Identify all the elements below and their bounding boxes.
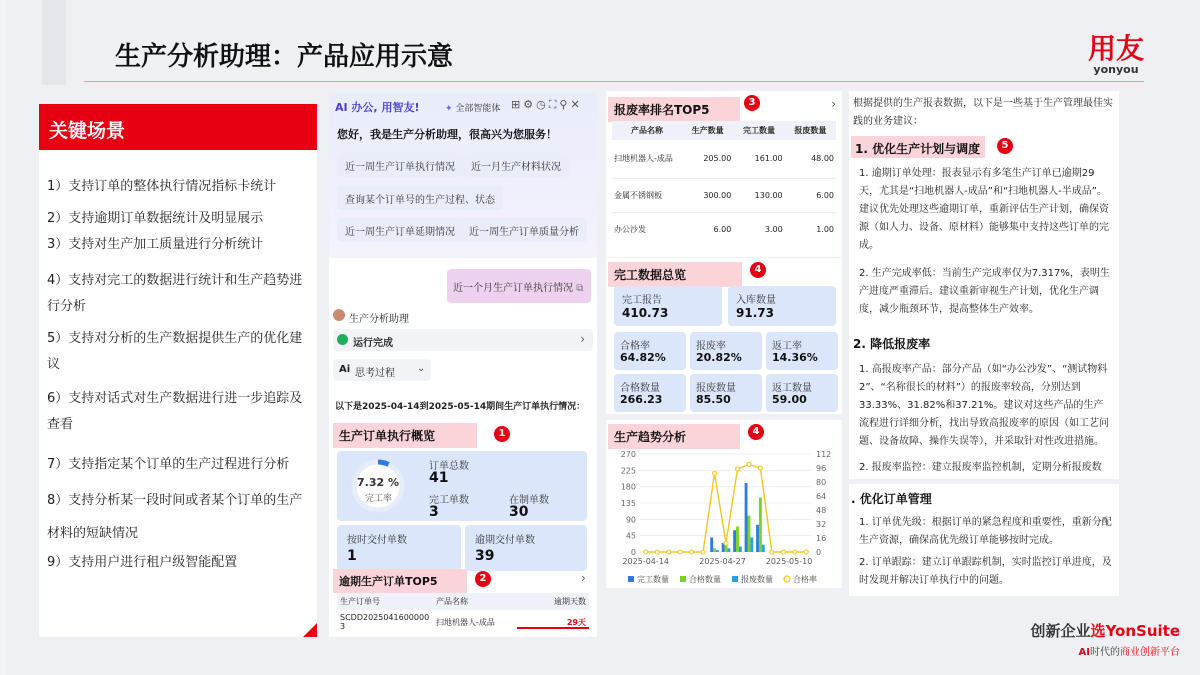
advice-heading: 1. 优化生产计划与调度 <box>855 142 981 156</box>
run-status-bar[interactable] <box>333 329 593 351</box>
table-cell: 3.00 <box>764 224 783 234</box>
bar-2 <box>727 548 730 552</box>
ai-icon: Ai <box>339 364 351 375</box>
pin-icon[interactable]: ⚲ <box>559 98 571 111</box>
scenario-item: 3）支持对生产加工质量进行分析统计 <box>47 237 264 252</box>
bar-2 <box>716 550 719 552</box>
advice-paragraph: 2. 生产完成率低：当前生产完成率仅为7.317%，表明生产进度严重滞后。建议重新审视生产计划，优化生产调度，减少瓶颈环节，提高整体生产效率。 <box>859 268 1110 315</box>
bar-1 <box>736 527 739 552</box>
kpi-value: 64.82% <box>620 351 666 364</box>
chevron-right-icon[interactable]: › <box>831 97 836 111</box>
sparkle-icon: ✦ <box>445 104 453 114</box>
advice-paragraph: 2. 报废率监控：建立报废率监控机制，定期分析报废数 <box>859 462 1102 473</box>
line-point <box>690 550 694 554</box>
bar-2 <box>750 537 753 552</box>
table-cell: 300.00 <box>703 190 732 200</box>
column-header: 逾期天数 <box>554 597 586 606</box>
assistant-name: 生产分析助理 <box>349 314 409 325</box>
chevron-right-icon: › <box>580 332 585 346</box>
kpi-card <box>690 332 762 370</box>
expand-icon[interactable]: ⛶ <box>548 98 560 111</box>
x-tick-label: 2025-04-14 <box>622 557 669 566</box>
ontime-value: 1 <box>347 548 357 564</box>
legend-label: 报废数量 <box>741 575 773 584</box>
footer-brand <box>1031 620 1180 658</box>
badge-2: 2 <box>475 571 491 587</box>
table-cell: 扫地机器人-成品 <box>436 617 495 627</box>
y-left-tick-label: 270 <box>620 450 636 459</box>
overview-title: 生产订单执行概览 <box>333 423 477 448</box>
late-card <box>465 525 587 571</box>
y-right-tick-label: 16 <box>816 534 827 543</box>
yonyou-logo <box>1088 34 1144 76</box>
background-stripe <box>0 0 6 675</box>
badge-1: 1 <box>494 426 510 442</box>
column-header: 完工数量 <box>742 126 775 135</box>
logo-sub: yonyou <box>1093 63 1139 76</box>
wip-orders-value: 30 <box>509 504 529 520</box>
kpi-label: 报废数量 <box>696 383 736 394</box>
overdue-bar <box>517 627 589 629</box>
table-cell: 48.00 <box>811 154 834 164</box>
assistant-avatar <box>333 309 345 321</box>
suggestion-chip[interactable]: 近一周生产订单执行情况 <box>337 153 463 177</box>
advice-intro: 根据提供的生产报表数据，以下是一些基于生产管理最佳实践的业务建议： <box>853 98 1113 127</box>
table-cell: 金属不锈钢板 <box>614 190 662 200</box>
advice-paragraph: 1. 高报废率产品：部分产品（如“办公沙发”、“测试物料2”、“名称很长的材料”）的报废率较高，分别达到33.33%、31.82%和37.21%。建议对这些产品的生产流程进行详细分析，找出导致高报废率的原因（如工艺问题、设备故障、操作失误等），并采取针对性改进措施。 <box>859 364 1109 447</box>
table-cell: 1.00 <box>816 224 834 234</box>
x-tick-label: 2025-04-27 <box>699 557 746 566</box>
kpi-card <box>614 286 722 326</box>
line-point <box>770 550 774 554</box>
suggestion-chip[interactable]: 近一月生产材料状况 <box>463 153 569 177</box>
bar-0 <box>756 525 759 552</box>
bar-2 <box>762 545 765 552</box>
line-point <box>793 550 797 554</box>
badge-3: 3 <box>744 95 760 111</box>
legend-swatch <box>732 576 738 582</box>
summary-line: 以下是2025-04-14到2025-05-14期间生产订单执行情况： <box>335 402 586 412</box>
scrap-rank-card <box>606 91 842 257</box>
table-cell: SCDD20250416000003 <box>340 613 430 631</box>
kpi-value: 91.73 <box>736 306 774 320</box>
line-series <box>646 465 807 553</box>
scenario-item: 2）支持逾期订单数据统计及明显展示 <box>47 211 264 226</box>
legend-swatch <box>784 576 790 582</box>
kpi-label: 合格数量 <box>620 383 660 394</box>
bar-1 <box>725 545 728 552</box>
corner-triangle <box>303 623 317 637</box>
kpi-label: 入库数量 <box>736 295 776 306</box>
table-cell: 6.00 <box>816 190 834 200</box>
total-orders-value: 41 <box>429 470 449 486</box>
y-right-tick-label: 32 <box>816 520 827 529</box>
advice-panel-continued <box>849 484 1119 596</box>
y-right-tick-label: 112 <box>816 450 832 459</box>
column-header: 产品名称 <box>436 597 468 606</box>
line-point <box>804 550 808 554</box>
agent-menu[interactable] <box>445 101 500 114</box>
scenario-item: 5）支持对分析的生产数据提供生产的优化建议 <box>47 331 303 372</box>
column-header: 生产数量 <box>691 126 724 135</box>
y-right-tick-label: 80 <box>816 478 827 487</box>
badge-4: 4 <box>750 262 766 278</box>
wip-orders-label: 在制单数 <box>509 495 549 506</box>
brand-sub-c: 商业创新平台 <box>1120 647 1180 658</box>
run-status-text: 运行完成 <box>353 338 393 349</box>
y-left-tick-label: 180 <box>620 482 636 492</box>
line-point <box>781 550 785 554</box>
scenario-item: 7）支持指定某个订单的生产过程进行分析 <box>47 457 290 472</box>
done-orders-value: 3 <box>429 504 439 520</box>
line-point <box>655 550 659 554</box>
table-cell: 6.00 <box>713 224 732 234</box>
user-message-text: 近一个月生产订单执行情况 <box>453 283 573 294</box>
bar-0 <box>745 483 748 552</box>
legend-label: 完工数量 <box>637 575 669 584</box>
kpi-value: 266.23 <box>620 393 663 406</box>
line-point <box>667 550 671 554</box>
title-underline <box>84 81 1144 82</box>
brand-subline <box>1031 643 1180 658</box>
advice-paragraph: 1. 逾期订单处理：报表显示有多笔生产订单已逾期29天，尤其是“扫地机器人-成品”和“扫地机器人-半成品”。建议优先处理这些逾期订单，重新评估生产计划，确保资源（如人力、设备、原材料）能够集中支持这些订单的完成。 <box>859 168 1109 251</box>
brand-slogan-c: YonSuite <box>1105 622 1180 640</box>
scenario-item: 1）支持订单的整体执行情况指标卡统计 <box>47 179 277 194</box>
kpi-card <box>614 374 686 412</box>
legend-swatch <box>680 576 686 582</box>
advice-heading: . 优化订单管理 <box>851 492 932 506</box>
kpi-value: 59.00 <box>772 393 807 406</box>
kpi-value: 20.82% <box>696 351 742 364</box>
bar-1 <box>759 498 762 552</box>
legend-label: 合格率 <box>793 575 817 584</box>
advice-heading: 2. 降低报废率 <box>853 337 931 351</box>
y-left-tick-label: 135 <box>620 499 636 508</box>
line-point <box>735 467 739 471</box>
chevron-right-icon[interactable]: › <box>581 571 586 585</box>
done-orders-label: 完工单数 <box>429 495 469 506</box>
completion-rate-label: 完工率 <box>365 494 393 504</box>
bar-2 <box>739 547 742 552</box>
bar-0 <box>733 530 736 552</box>
production-trend-card <box>606 420 842 588</box>
kpi-label: 返工率 <box>772 341 802 352</box>
brand-sub-b: 时代的 <box>1090 647 1120 658</box>
bar-1 <box>748 516 751 552</box>
kpi-card <box>690 374 762 412</box>
badge-4: 4 <box>748 424 764 440</box>
table-cell: 办公沙发 <box>614 224 646 234</box>
table-cell: 205.00 <box>703 154 732 164</box>
y-right-tick-label: 48 <box>816 506 827 515</box>
y-left-tick-label: 45 <box>625 531 636 541</box>
table-row <box>337 610 589 634</box>
scrap-rank-title: 报废率排名TOP5 <box>608 97 740 122</box>
production-trend-title: 生产趋势分析 <box>608 424 740 449</box>
key-scenarios-heading: 关键场景 <box>39 104 317 150</box>
y-right-tick-label: 64 <box>816 492 827 501</box>
logo-main: 用友 <box>1087 32 1144 65</box>
kpi-label: 合格率 <box>620 341 650 352</box>
line-point <box>724 541 728 545</box>
advice-paragraph: 1. 订单优先级：根据订单的紧急程度和重要性，重新分配生产资源，确保高优先级订单能够按时完成。 <box>859 517 1112 546</box>
overdue-title: 逾期生产订单TOP5 <box>333 569 467 593</box>
line-point <box>713 471 717 475</box>
line-point <box>644 550 648 554</box>
y-left-tick-label: 225 <box>620 466 636 476</box>
scenario-item: 6）支持对话式对生产数据进行进一步追踪及查看 <box>47 391 303 432</box>
y-left-tick-label: 0 <box>630 548 636 557</box>
line-point <box>701 550 705 554</box>
kpi-value: 85.50 <box>696 393 731 406</box>
line-point <box>678 550 682 554</box>
ontime-label: 按时交付单数 <box>347 535 407 546</box>
line-point <box>758 466 762 470</box>
kpi-card <box>614 332 686 370</box>
advice-paragraph: 2. 订单跟踪：建立订单跟踪机制，实时监控订单进度，及时发现并解决订单执行中的问题。 <box>859 557 1112 586</box>
completion-overview-card <box>606 258 842 414</box>
chat-panel <box>329 93 597 637</box>
settings-icon[interactable]: ⚙ <box>523 98 537 111</box>
greeting: 您好，我是生产分析助理，很高兴为您服务！ <box>337 128 557 141</box>
kpi-value: 14.36% <box>772 351 818 364</box>
table-cell: 130.00 <box>754 190 783 200</box>
kpi-card <box>766 332 838 370</box>
legend-label: 合格数量 <box>689 575 721 584</box>
completion-rate: 7.32 % <box>357 476 399 489</box>
user-message <box>447 269 591 303</box>
completion-overview-title: 完工数据总览 <box>608 262 742 287</box>
app-title: AI 办公, 用智友! <box>335 101 420 114</box>
y-left-tick-label: 90 <box>625 515 636 525</box>
trend-chart <box>606 448 842 588</box>
kpi-value: 410.73 <box>622 306 669 320</box>
brand-slogan-b: 选 <box>1090 622 1106 640</box>
table-header-row <box>337 593 589 610</box>
thinking-toggle[interactable] <box>333 359 431 381</box>
table-cell: 扫地机器人-成品 <box>614 154 673 164</box>
overview-card <box>337 451 587 521</box>
bar-0 <box>710 537 713 552</box>
scenario-item: 8）支持分析某一段时间或者某个订单的生产材料的短缺情况 <box>47 493 303 541</box>
badge-5: 5 <box>997 138 1013 154</box>
table-header-row <box>612 121 836 140</box>
check-icon <box>337 334 348 345</box>
total-orders-label: 订单总数 <box>429 461 469 472</box>
advice-panel <box>849 91 1119 479</box>
brand-slogan <box>1031 620 1180 641</box>
scenario-item: 9）支持用户进行租户级智能配置 <box>47 555 238 570</box>
completion-ring-progress <box>378 462 389 465</box>
new-chat-icon[interactable]: ⊞ <box>511 98 524 111</box>
legend-swatch <box>628 576 634 582</box>
suggestion-chip[interactable]: 近一周生产订单质量分析 <box>461 218 587 242</box>
key-scenarios-panel <box>39 104 317 637</box>
table-cell: 161.00 <box>754 154 783 164</box>
suggestion-chip[interactable]: 近一周生产订单延期情况 <box>337 218 463 242</box>
history-icon[interactable]: ◷ <box>536 98 549 111</box>
line-point <box>747 463 751 467</box>
thinking-label: 思考过程 <box>355 368 395 379</box>
bar-1 <box>713 548 716 552</box>
kpi-card <box>766 374 838 412</box>
ontime-card <box>337 525 461 571</box>
scenario-item: 4）支持对完工的数据进行统计和生产趋势进行分析 <box>47 273 303 314</box>
chevron-down-icon: ⌄ <box>417 363 426 374</box>
table-cell: 29天 <box>566 617 586 627</box>
close-icon[interactable]: ✕ <box>570 98 583 111</box>
column-header: 生产订单号 <box>340 597 380 606</box>
x-tick-label: 2025-05-10 <box>765 557 813 566</box>
late-label: 逾期交付单数 <box>475 535 535 546</box>
column-header: 报废数量 <box>794 126 827 135</box>
suggestion-chip[interactable]: 查询某个订单号的生产过程、状态 <box>337 186 503 210</box>
y-right-tick-label: 0 <box>816 548 822 557</box>
brand-slogan-a: 创新企业 <box>1030 622 1091 640</box>
table-row <box>612 140 836 178</box>
brand-sub-a: AI <box>1078 647 1090 658</box>
page-title: 生产分析助理：产品应用示意 <box>115 42 454 72</box>
kpi-card <box>728 286 836 326</box>
table-row <box>612 212 836 246</box>
kpi-label: 返工数量 <box>772 383 812 394</box>
late-value: 39 <box>475 548 495 564</box>
column-header: 产品名称 <box>631 126 663 135</box>
table-row <box>612 178 836 212</box>
kpi-label: 报废率 <box>696 341 726 352</box>
edit-icon[interactable]: ⧉ <box>576 283 584 294</box>
scrap-rank-table <box>612 121 836 246</box>
background-stripe <box>42 0 66 85</box>
kpi-label: 完工报告 <box>622 295 662 306</box>
y-right-tick-label: 96 <box>816 464 827 473</box>
agent-menu-label: 全部智能体 <box>455 104 501 114</box>
